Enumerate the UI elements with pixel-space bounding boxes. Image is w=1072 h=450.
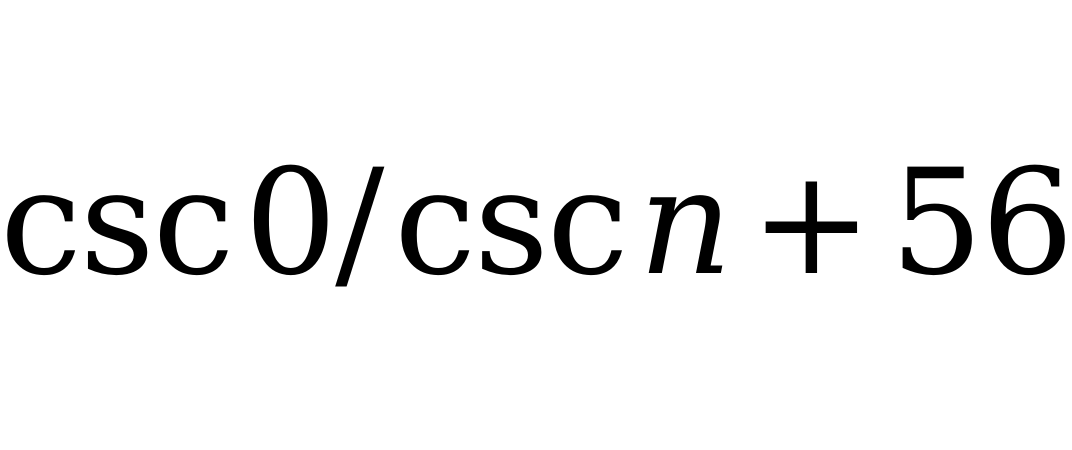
math-expression [0,128,1072,318]
division-slash: / [335,138,383,308]
function-csc-2: csc [394,138,627,308]
constant-56: 56 [890,138,1072,308]
variable-n: n [638,138,731,308]
function-csc-1: csc [0,138,233,308]
plus-operator: + [750,138,871,308]
argument-zero: 0 [244,138,336,308]
